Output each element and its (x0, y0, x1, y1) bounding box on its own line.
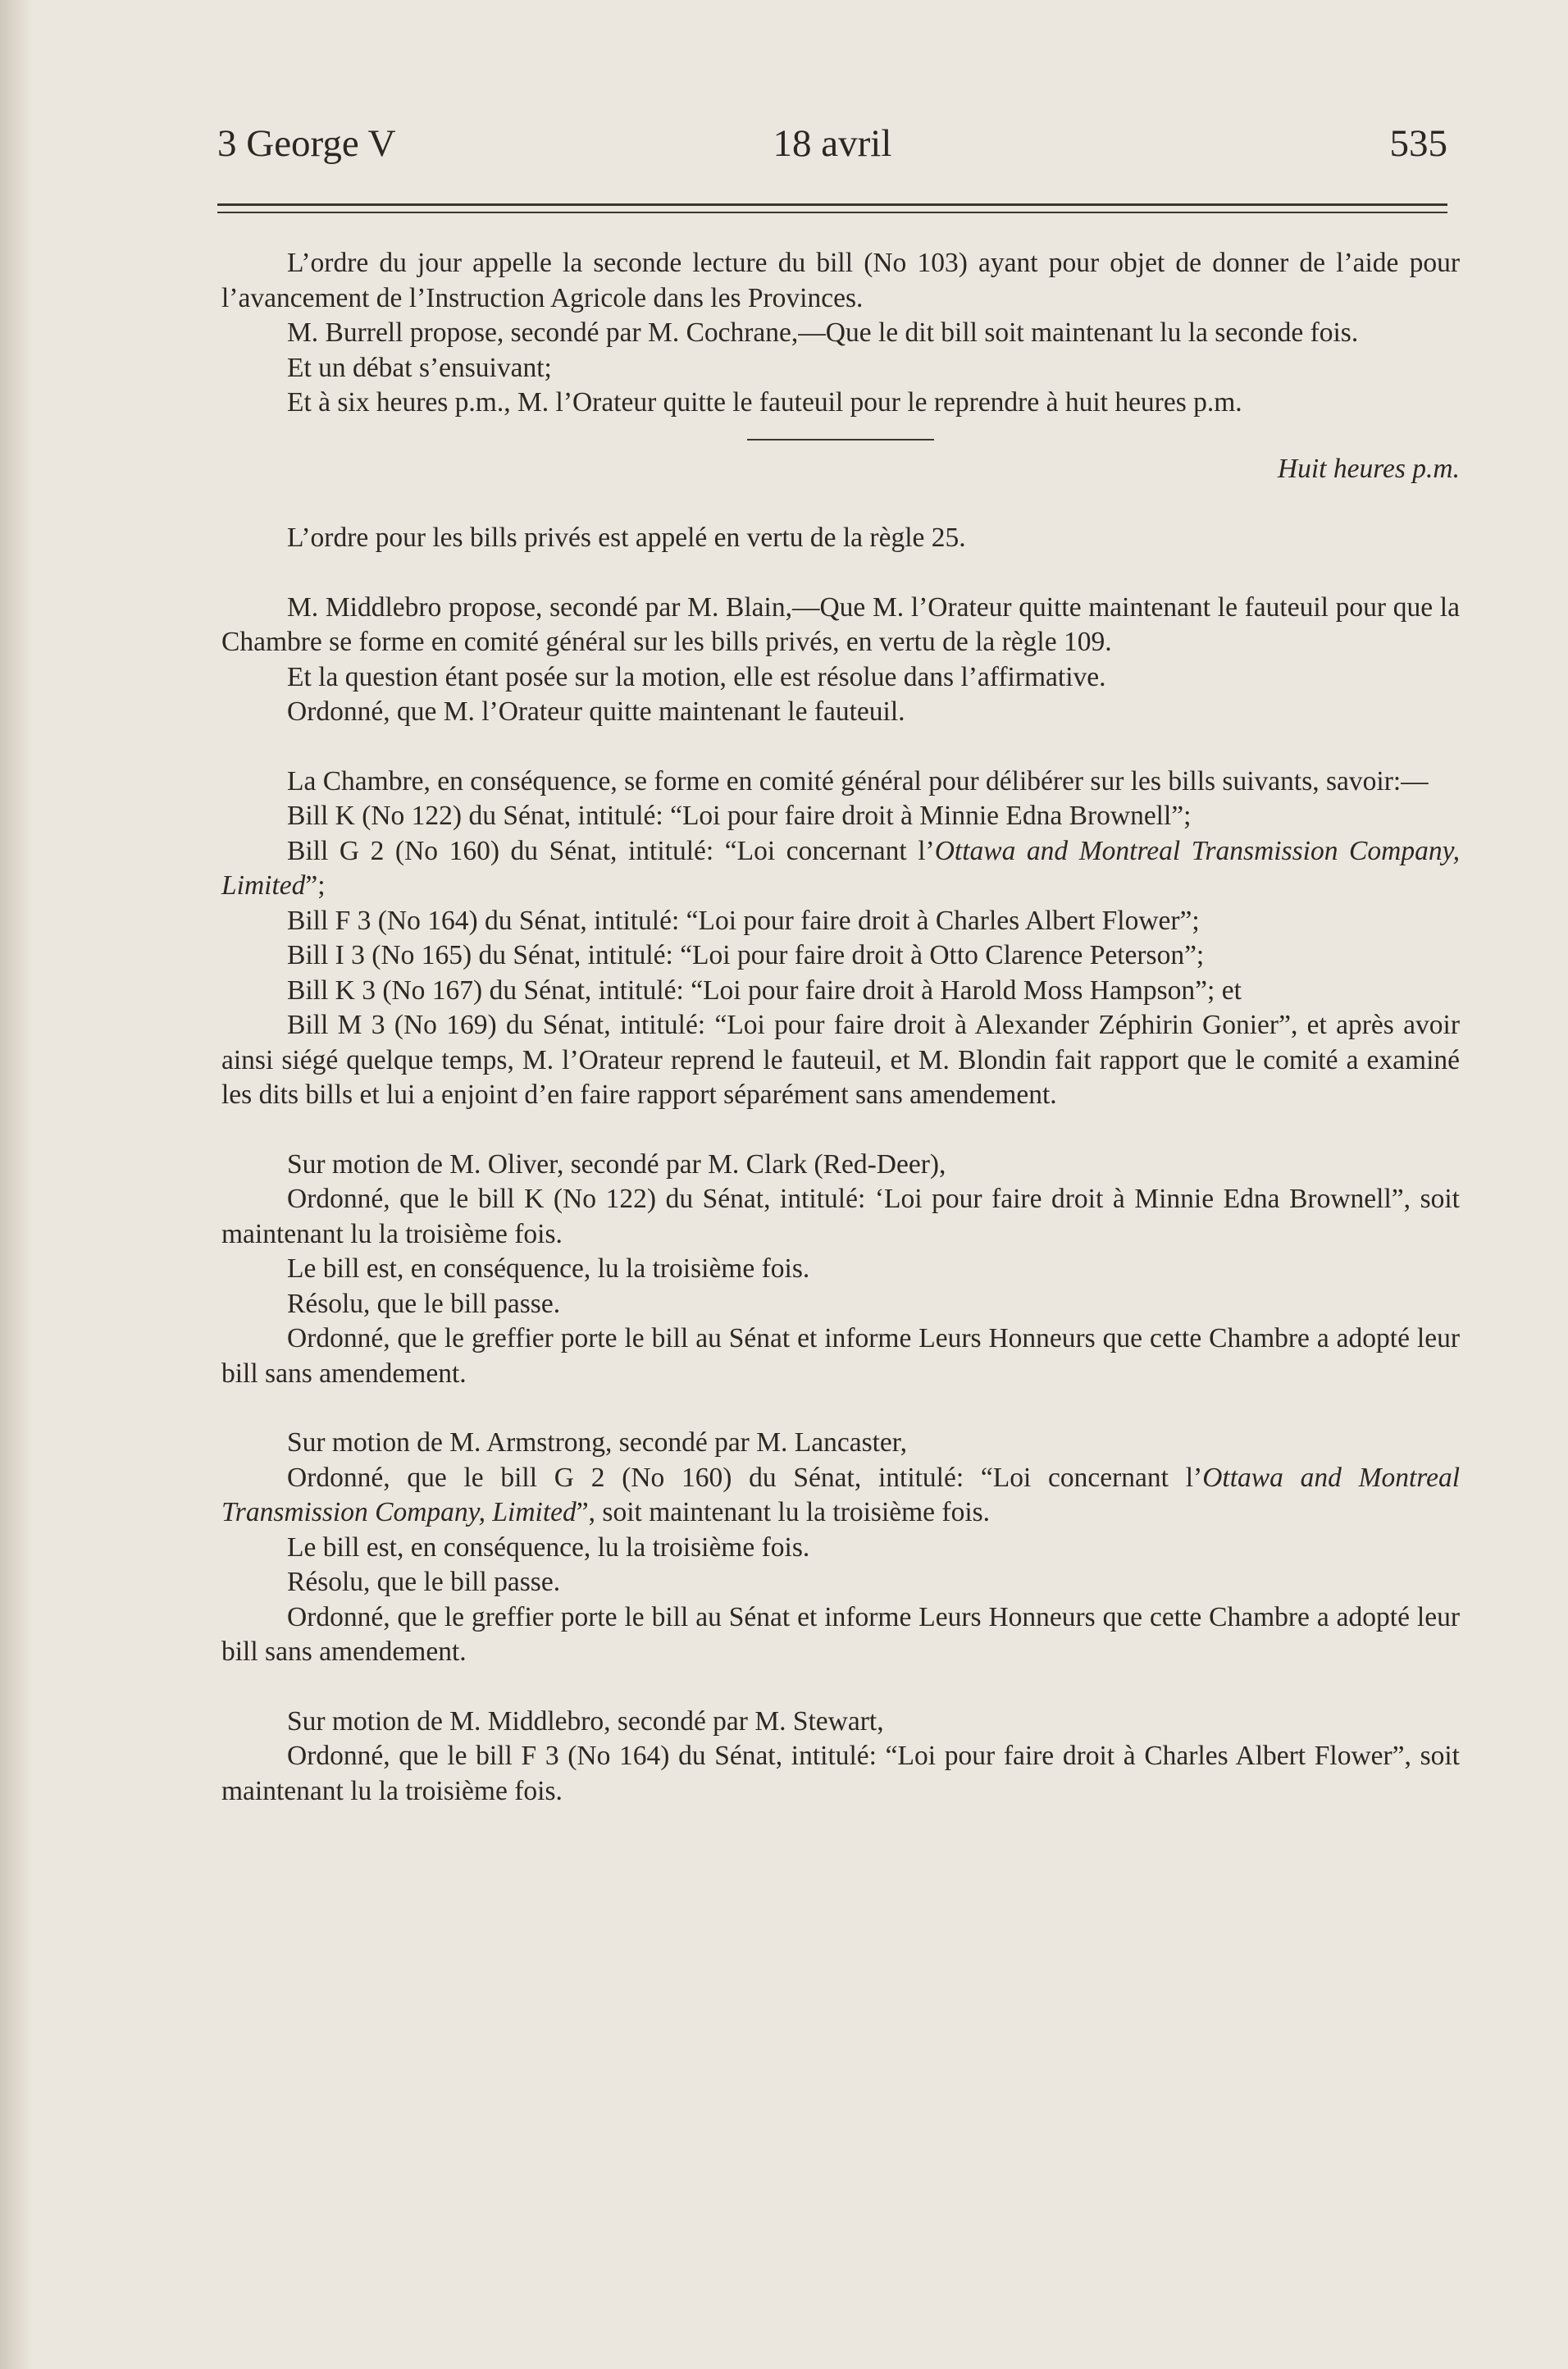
paragraph: Sur motion de M. Middlebro, secondé par M. Stewart, (287, 1705, 884, 1737)
paragraph: L’ordre pour les bills privés est appelé en vertu de la règle 25. (287, 523, 966, 553)
paragraph: Ordonné, que le bill F 3 (No 164) du Sénat, intitulé: “Loi pour faire droit à Charles Albert Flower”, soit maintenant lu la troisième fois. (221, 1741, 1460, 1806)
paragraph: Résolu, que le bill passe. (287, 1288, 561, 1319)
paragraph: Et un débat s’ensuivant; (287, 352, 552, 383)
header-regnal-year: 3 George V (217, 122, 396, 165)
paragraph: Le bill est, en conséquence, lu la troisième fois. (287, 1253, 810, 1284)
paragraph: Et la question étant posée sur la motion, elle est résolue dans l’affirmative. (287, 661, 1106, 692)
page-header (217, 121, 1447, 179)
header-rule-bottom (217, 212, 1447, 213)
bill-entry: Bill M 3 (No 169) du Sénat, intitulé: “Loi pour faire droit à Alexander Zéphirin Gonier”, et après avoir ainsi siégé quelque temps, M. l’Orateur reprend le fauteuil, et M. Blondin fait rapport que le comité a examiné les dits bills et lui a enjoint d’en faire rapport séparément sans amendement. (221, 1010, 1460, 1110)
document-body (221, 246, 1460, 1809)
bill-entry: Bill G 2 (No 160) du Sénat, intitulé: “Loi concernant l’Ottawa and Montreal Transmission Company, Limited”; (221, 835, 1460, 901)
paragraph: Ordonné, que le bill K (No 122) du Sénat, intitulé: ‘Loi pour faire droit à Minnie Edna Brownell”, soit maintenant lu la troisième fois. (221, 1184, 1460, 1249)
paragraph: La Chambre, en conséquence, se forme en comité général pour délibérer sur les bills suivants, savoir:— (287, 765, 1429, 797)
paragraph: Ordonné, que le greffier porte le bill au Sénat et informe Leurs Honneurs que cette Chambre a adopté leur bill sans amendement. (221, 1601, 1460, 1667)
paragraph: Ordonné, que le greffier porte le bill au Sénat et informe Leurs Honneurs que cette Chambre a adopté leur bill sans amendement. (221, 1323, 1460, 1389)
paragraph: Sur motion de M. Armstrong, secondé par M. Lancaster, (287, 1427, 907, 1458)
paragraph: Ordonné, que le bill G 2 (No 160) du Sénat, intitulé: “Loi concernant l’Ottawa and Montreal Transmission Company, Limited”, soit maintenant lu la troisième fois. (221, 1462, 1461, 1527)
paragraph: Le bill est, en conséquence, lu la troisième fois. (287, 1531, 810, 1563)
paragraph: Sur motion de M. Oliver, secondé par M. Clark (Red-Deer), (287, 1148, 946, 1180)
time-heading: Huit heures p.m. (1277, 453, 1460, 484)
company-name: Ottawa and Montreal Transmission Company, Limited (221, 835, 1460, 901)
bill-entry: Bill K (No 122) du Sénat, intitulé: “Loi pour faire droit à Minnie Edna Brownell”; (287, 801, 1192, 831)
header-rule-top (217, 203, 1447, 206)
bill-entry: Bill I 3 (No 165) du Sénat, intitulé: “Loi pour faire droit à Otto Clarence Peterson”; (287, 940, 1205, 970)
company-name: Ottawa and Montreal Transmission Company, Limited (221, 1462, 1461, 1527)
bill-entry: Bill K 3 (No 167) du Sénat, intitulé: “Loi pour faire droit à Harold Moss Hampson”; et (287, 975, 1242, 1006)
header-date: 18 avril (773, 122, 892, 165)
paragraph: Ordonné, que M. l’Orateur quitte maintenant le fauteuil. (287, 696, 905, 727)
section-divider (747, 439, 934, 440)
paragraph: Résolu, que le bill passe. (287, 1567, 561, 1597)
bill-entry: Bill F 3 (No 164) du Sénat, intitulé: “Loi pour faire droit à Charles Albert Flower”; (287, 905, 1200, 936)
paragraph: M. Middlebro propose, secondé par M. Blain,—Que M. l’Orateur quitte maintenant le fauteuil pour que la Chambre se forme en comité général sur les bills privés, en vertu de la règle 109. (221, 591, 1460, 657)
paragraph: M. Burrell propose, secondé par M. Cochrane,—Que le dit bill soit maintenant lu la seconde fois. (287, 317, 1359, 348)
paragraph: Et à six heures p.m., M. l’Orateur quitte le fauteuil pour le reprendre à huit heures p.m. (287, 387, 1242, 418)
paragraph: L’ordre du jour appelle la seconde lecture du bill (No 103) ayant pour objet de donner de l’aide pour l’avancement de l’Instruction Agricole dans les Provinces. (221, 248, 1460, 313)
page-number: 535 (1389, 122, 1447, 165)
